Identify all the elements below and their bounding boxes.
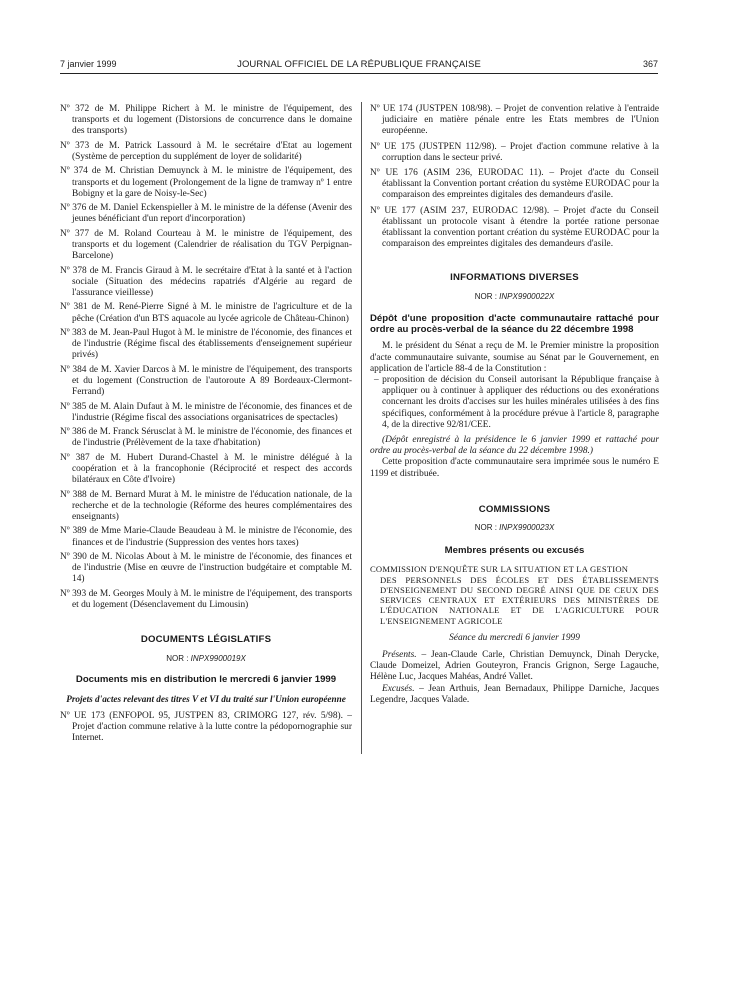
presents-list: – Jean-Claude Carle, Christian Demuynck, Dinah Derycke, Claude Domeizel, Adrien Gouteyron, Francis Grignon, Serge Lagauche, Hélène Luc, Jacques Mahéas, André Vallet. xyxy=(370,649,659,683)
projets-heading: Projets d'actes relevant des titres V et VI du traité sur l'Union européenne xyxy=(66,693,346,704)
list-item: Nº 390 de M. Nicolas About à M. le ministre de l'économie, des finances et de l'industrie (Mise en œuvre de l'instruction budgétaire et comptable M. 14) xyxy=(60,551,352,585)
list-item: Nº 381 de M. René-Pierre Signé à M. le ministre de l'agriculture et de la pêche (Création d'un BTS aquacole au lycée agricole de Château-Chinon) xyxy=(60,302,352,324)
nor-label: NOR : xyxy=(166,653,189,663)
depot-note: (Dépôt enregistré à la présidence le 6 janvier 1999 et rattaché pour ordre au procès-verbal de la séance du 22 décembre 1998.) xyxy=(370,435,659,457)
seance-date: Séance du mercredi 6 janvier 1999 xyxy=(449,632,580,643)
list-item: Nº UE 175 (JUSTPEN 112/98). – Projet d'action commune relative à la corruption dans le secteur privé. xyxy=(370,141,659,163)
header-page-number: 367 xyxy=(642,59,658,69)
depot-proposal-item: – proposition de décision du Conseil autorisant la République française à appliquer ou à continuer à appliquer des réductions ou des exonérations concernant les droits d'accises sur les huiles minérales utilisées à des fins spécifiques, conformément à la procédure prévue à l'article 8, paragraphe 4, de la directive 92/81/CEE. xyxy=(374,375,659,430)
list-item: Nº 389 de Mme Marie-Claude Beaudeau à M. le ministre de l'économie, des finances et de l'industrie (Suppression des ventes hors taxes) xyxy=(60,526,352,548)
presents-label: Présents. xyxy=(382,649,417,660)
nor-code: INPX9900019X xyxy=(190,653,246,663)
depot-conclusion: Cette proposition d'acte communautaire sera imprimée sous le numéro E 1199 et distribuée. xyxy=(370,457,659,479)
column-divider xyxy=(361,102,362,754)
list-item: Nº 383 de M. Jean-Paul Hugot à M. le ministre de l'économie, des finances et de l'industrie (Régime fiscal des établissements d'enseignement supérieur privés) xyxy=(60,327,352,361)
list-item: Nº UE 174 (JUSTPEN 108/98). – Projet de convention relative à l'entraide judiciaire en matière pénale entre les Etats membres de l'Union européenne. xyxy=(370,104,659,137)
depot-paragraph: M. le président du Sénat a reçu de M. le Premier ministre la proposition d'acte communautaire suivante, soumise au Sénat par le Gouvernement, en application de l'article 88-4 de la Constitution : xyxy=(370,341,659,374)
list-item: Nº UE 177 (ASIM 237, EURODAC 12/98). – Projet d'acte du Conseil établissant un protocole visant à étendre la portée ratione personae établissant la convention portant création du système EURODAC pour la comparaison des empreintes digitales des demandeurs d'asile. xyxy=(370,205,659,250)
list-item: Nº UE 173 (ENFOPOL 95, JUSTPEN 83, CRIMORG 127, rév. 5/98). – Projet d'action commune relative à la lutte contre la pédopornographie sur Internet. xyxy=(60,710,352,743)
excuses-label: Excusés. xyxy=(382,683,415,694)
right-column xyxy=(370,104,659,706)
list-item: Nº 386 de M. Franck Sérusclat à M. le ministre de l'économie, des finances et de l'industrie (Prélèvement de la taxe d'habitation) xyxy=(60,427,352,449)
nor-label: NOR : xyxy=(474,291,497,301)
header-title: JOURNAL OFFICIEL DE LA RÉPUBLIQUE FRANÇAISE xyxy=(237,59,481,70)
nor-label: NOR : xyxy=(474,523,497,533)
list-item: Nº 372 de M. Philippe Richert à M. le ministre de l'équipement, des transports et du logement (Distorsions de concurrence dans le domaine des transports) xyxy=(60,104,352,137)
list-item: Nº 377 de M. Roland Courteau à M. le ministre de l'équipement, des transports et du logement (Calendrier de réalisation du TGV Perpignan-Barcelone) xyxy=(60,228,352,262)
page-header xyxy=(60,59,658,74)
list-item: Nº 374 de M. Christian Demuynck à M. le ministre de l'équipement, des transports et du logement (Prolongement de la ligne de tramway nº 1 entre Bobigny et la gare de Noisy-le-Sec) xyxy=(60,166,352,199)
excuses-paragraph xyxy=(370,684,659,706)
section-title-commissions: COMMISSIONS xyxy=(478,503,551,515)
commission-name-first-line: COMMISSION D'ENQUÊTE SUR LA SITUATION ET LA GESTION xyxy=(370,564,629,575)
header-date: 7 janvier 1999 xyxy=(60,59,117,69)
list-item: Nº 384 de M. Xavier Darcos à M. le ministre de l'équipement, des transports et du logement (Construction de l'autoroute A 89 Bordeaux-Clermont-Ferrand) xyxy=(60,364,352,398)
depot-heading: Dépôt d'une proposition d'acte communautaire rattaché pour ordre au procès-verbal de la séance du 22 décembre 1998 xyxy=(370,312,659,335)
list-item: Nº 378 de M. Francis Giraud à M. le secrétaire d'Etat à la santé et à l'action sociale (Situation des médecins rapatriés d'Algérie au regard de l'assurance vieillesse) xyxy=(60,265,352,298)
left-column xyxy=(60,104,352,747)
list-item: Nº 388 de M. Bernard Murat à M. le ministre de l'éducation nationale, de la recherche et de la technologie (Réforme des heures complémentaires des enseignants) xyxy=(60,489,352,522)
list-item: Nº 393 de M. Georges Mouly à M. le ministre de l'équipement, des transports et du logement (Désenclavement du Limousin) xyxy=(60,588,352,610)
presents-paragraph xyxy=(370,650,659,684)
nor-code: INPX9900022X xyxy=(499,291,555,301)
list-item: Nº 385 de M. Alain Dufaut à M. le ministre de l'économie, des finances et de l'industrie (Régime fiscal des associations organisatrices de spectacles) xyxy=(60,401,352,423)
commission-name-continuation: DES PERSONNELS DES ÉCOLES ET DES ÉTABLISSEMENTS D'ENSEIGNEMENT DU SECOND DEGRÉ AINSI QUE DE CEUX DES SERVICES CENTRAUX ET EXTÉRIEURS DES MINISTÈRES DE L'ÉDUCATION NATIONALE ET DE L'AGRICULTURE POUR L'ENSEIGNEMENT AGRICOLE xyxy=(380,574,659,626)
commissions-subtitle: Membres présents ou excusés xyxy=(444,545,585,557)
nor-reference xyxy=(370,522,659,533)
commission-name xyxy=(370,564,659,625)
list-item: Nº 376 de M. Daniel Eckenspieller à M. le ministre de la défense (Avenir des jeunes bénéficiant d'un report d'incorporation) xyxy=(60,203,352,225)
section-title-documents-legislatifs: DOCUMENTS LÉGISLATIFS xyxy=(140,634,272,646)
list-item: Nº 373 de M. Patrick Lassourd à M. le secrétaire d'Etat au logement (Système de perception du supplément de loyer de solidarité) xyxy=(60,140,352,162)
section-title-informations-diverses: INFORMATIONS DIVERSES xyxy=(450,272,579,284)
list-item: Nº UE 176 (ASIM 236, EURODAC 11). – Projet d'acte du Conseil établissant la Convention portant création du système EURODAC pour la comparaison des empreintes digitales des demandeurs d'asile. xyxy=(370,168,659,201)
documents-subtitle: Documents mis en distribution le mercredi 6 janvier 1999 xyxy=(75,673,337,685)
ue-list xyxy=(370,104,659,250)
list-item: Nº 387 de M. Hubert Durand-Chastel à M. le ministre délégué à la coopération et à la francophonie (Réciprocité et respect des accords bilatéraux en Côte d'Ivoire) xyxy=(60,452,352,486)
nor-code: INPX9900023X xyxy=(499,523,555,533)
question-list xyxy=(60,104,352,611)
excuses-list: – Jean Arthuis, Jean Bernadaux, Philippe Darniche, Jacques Legendre, Jacques Valade. xyxy=(370,683,659,705)
nor-reference xyxy=(60,653,352,664)
nor-reference xyxy=(370,291,659,302)
